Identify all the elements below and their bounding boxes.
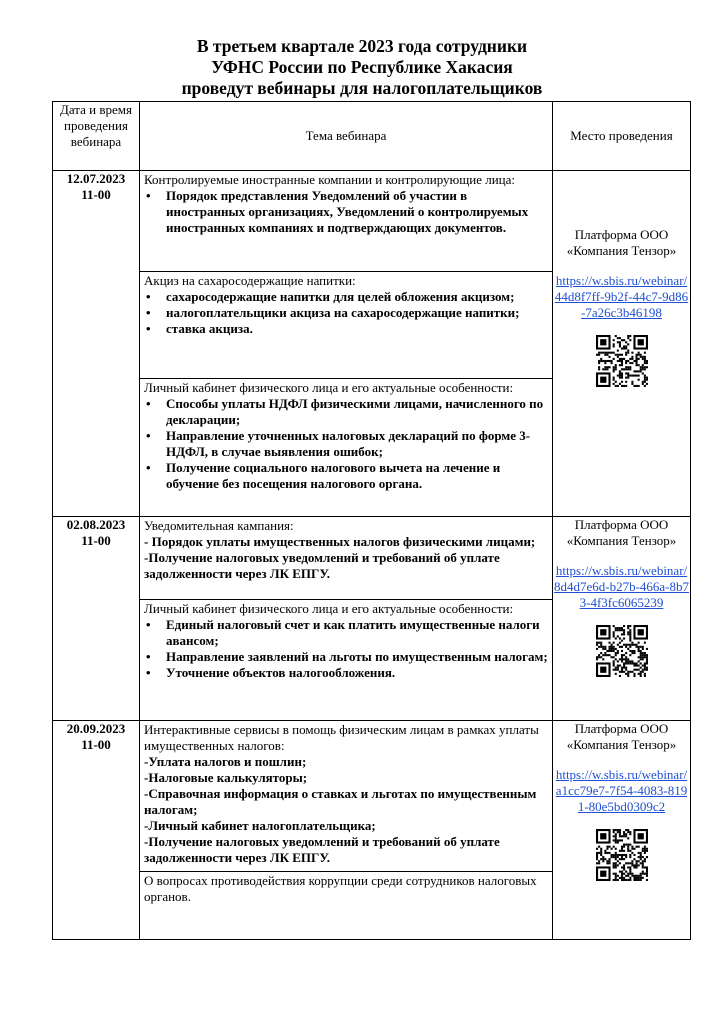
webinar-link[interactable]: https://w.sbis.ru/webinar/8d4d7e6d-b27b-466a-8b73-4f3fc6065239 [553,563,690,610]
topic-block [140,379,552,493]
list-item: • Уточнение объектов налогообложения. [144,665,548,681]
topic-block [140,171,552,272]
topic-cell [140,171,553,517]
header-place: Место проведения [553,102,691,171]
list-item: • Направление заявлений на льготы по имущественным налогам; [144,649,548,665]
topic-cell [140,517,553,721]
webinar-date: 12.07.2023 [66,171,126,186]
topic-cell [140,721,553,940]
table-row [53,171,691,517]
topic-list [144,396,548,492]
list-item: -Получение налоговых уведомлений и требований об уплате задолженности через ЛК ЕПГУ. [144,550,500,581]
platform-name: Платформа ООО «Компания Тензор» [566,517,677,548]
list-item: • Способы уплаты НДФЛ физическими лицами, начисленного по декларации; [144,396,548,428]
list-item: -Личный кабинет налогоплательщика; [144,818,376,833]
date-cell [53,171,140,517]
table-row [53,517,691,721]
topic-list [144,289,548,337]
webinar-link[interactable]: https://w.sbis.ru/webinar/44d8f7ff-9b2f-44c7-9d86-7a26c3b46198 [554,273,689,320]
topic-block [140,721,552,872]
date-cell [53,721,140,940]
list-item: -Уплата налогов и пошлин; [144,754,307,769]
list-item: - Порядок уплаты имущественных налогов физическими лицами; [144,534,536,549]
topic-list [144,188,548,236]
place-cell [553,517,691,721]
qr-code-icon [596,829,648,881]
topic-intro: Личный кабинет физического лица и его актуальные особенности: [144,601,514,616]
topic-block [140,872,552,906]
topic-intro: О вопросах противодействия коррупции среди сотрудников налоговых органов. [144,873,537,904]
list-item: -Справочная информация о ставках и льготах по имущественным налогам; [144,786,537,817]
webinar-date: 02.08.2023 [66,517,126,532]
webinar-schedule-table [52,101,691,940]
topic-block [140,272,552,379]
webinar-time: 11-00 [81,533,111,548]
topic-intro: Акциз на сахаросодержащие напитки: [144,273,356,288]
place-cell [553,171,691,517]
title-line-2: УФНС России по Республике Хакасия [211,57,513,77]
list-item: • сахаросодержащие напитки для целей обложения акцизом; [144,289,548,305]
title-line-1: В третьем квартале 2023 года сотрудники [196,36,528,56]
list-item: -Налоговые калькуляторы; [144,770,308,785]
topic-intro: Уведомительная кампания: [144,518,294,533]
webinar-time: 11-00 [81,737,111,752]
header-row [53,102,691,171]
list-item: • налогоплательщики акциза на сахаросодержащие напитки; [144,305,548,321]
list-item: • Получение социального налогового вычета на лечение и обучение без посещения налогового органа. [144,460,548,492]
topic-intro: Контролируемые иностранные компании и контролирующие лица: [144,172,516,187]
place-cell [553,721,691,940]
document-title [0,36,724,99]
list-item: • Порядок представления Уведомлений об участии в иностранных организациях, Уведомлений о контролируемых иностранных компаниях и подтверждающих документов. [144,188,548,236]
webinar-time: 11-00 [81,187,111,202]
list-item: • Направление уточненных налоговых деклараций по форме 3-НДФЛ, в случае выявления ошибок; [144,428,548,460]
topic-list [144,617,548,681]
header-topic: Тема вебинара [140,102,553,171]
platform-name: Платформа ООО «Компания Тензор» [566,227,677,258]
list-item: • Единый налоговый счет и как платить имущественные налоги авансом; [144,617,548,649]
topic-intro: Интерактивные сервисы в помощь физическим лицам в рамках уплаты имущественных налогов: [144,722,539,753]
webinar-link[interactable]: https://w.sbis.ru/webinar/a1cc79e7-7f54-4083-8191-80e5bd0309c2 [555,767,688,814]
list-item: • ставка акциза. [144,321,548,337]
list-item: -Получение налоговых уведомлений и требований об уплате задолженности через ЛК ЕПГУ. [144,834,500,865]
webinar-date: 20.09.2023 [66,721,126,736]
topic-intro: Личный кабинет физического лица и его актуальные особенности: [144,380,514,395]
header-date: Дата и время проведения вебинара [53,102,140,171]
qr-code-icon [596,625,648,677]
title-line-3: проведут вебинары для налогоплательщиков [181,78,543,98]
date-cell [53,517,140,721]
table-row [53,721,691,940]
topic-block [140,600,552,682]
qr-code-icon [596,335,648,387]
topic-block [140,517,552,600]
platform-name: Платформа ООО «Компания Тензор» [566,721,677,752]
